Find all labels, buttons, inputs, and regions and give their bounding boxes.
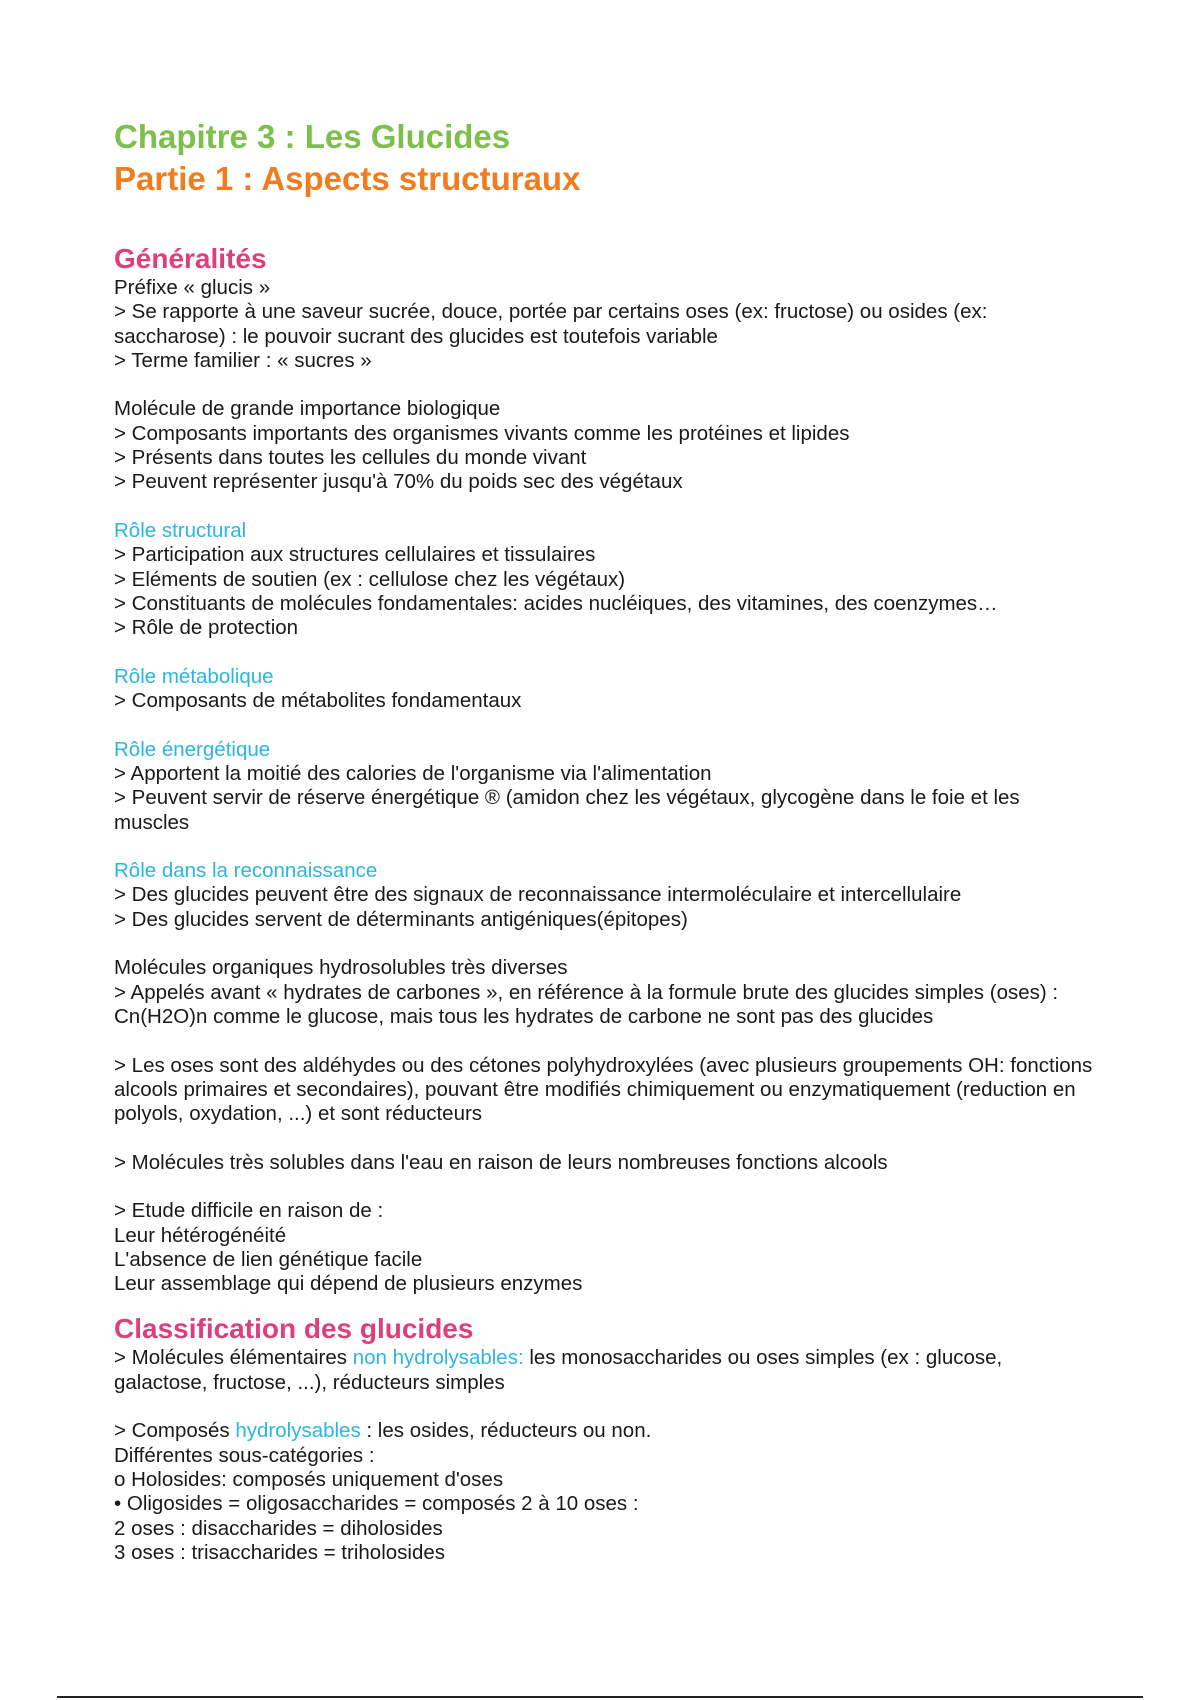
- text-span: > Composés: [114, 1419, 236, 1443]
- page-bottom-rule: [57, 1696, 1143, 1698]
- text-paragraph: > Les oses sont des aldéhydes ou des cétones polyhydroxylées (avec plusieurs groupements OH: fonctions alcools primaires et secondaires), pouvant être modifiés chimiquement ou enzymatiquement (reduction en polyols, oxydation, ...) et sont réducteurs: [114, 1053, 1093, 1126]
- document-content: [114, 116, 1094, 1565]
- text-line: > Composants importants des organismes vivants comme les protéines et lipides: [114, 421, 850, 445]
- text-line: Molécule de grande importance biologique: [114, 397, 501, 421]
- text-span: les monosaccharides ou oses simples (ex : glucose, galactose, fructose, ...), réducteurs simples: [114, 1346, 1003, 1394]
- text-line: Préfixe « glucis »: [114, 276, 271, 299]
- text-line: > Etude difficile en raison de :: [114, 1199, 384, 1223]
- classification-item-hydrolysable: [114, 1419, 1094, 1443]
- text-line: > Peuvent représenter jusqu'à 70% du poids sec des végétaux: [114, 470, 683, 494]
- section-heading-generalites: Généralités: [114, 243, 267, 274]
- text-span: : les osides, réducteurs ou non.: [360, 1419, 652, 1443]
- text-line: Différentes sous-catégories :: [114, 1443, 375, 1467]
- text-paragraph: > Molécules très solubles dans l'eau en raison de leurs nombreuses fonctions alcools: [114, 1150, 888, 1174]
- list-item: o Holosides: composés uniquement d'oses: [114, 1467, 504, 1491]
- text-line: > Terme familier : « sucres »: [114, 348, 372, 372]
- text-line: > Se rapporte à une saveur sucrée, douce, portée par certains oses (ex: fructose) ou osides (ex: saccharose) : le pouvoir sucrant des glucides est toutefois variable: [114, 300, 988, 348]
- text-line: L'absence de lien génétique facile: [114, 1247, 423, 1271]
- list-item: 3 oses : trisaccharides = triholosides: [114, 1540, 446, 1564]
- text-line: > Des glucides servent de déterminants antigéniques(épitopes): [114, 907, 688, 931]
- list-item: 2 oses : disaccharides = diholosides: [114, 1516, 443, 1540]
- text-line: > Appelés avant « hydrates de carbones », en référence à la formule brute des glucides simples (oses) : Cn(H2O)n comme le glucose, mais tous les hydrates de carbone ne sont pas des glucides: [114, 980, 1059, 1028]
- chapter-title: Chapitre 3 : Les Glucides: [114, 118, 511, 155]
- section-heading-classification: Classification des glucides: [114, 1313, 474, 1345]
- role-heading-reconnaissance: Rôle dans la reconnaissance: [114, 859, 378, 883]
- text-line: > Eléments de soutien (ex : cellulose chez les végétaux): [114, 567, 626, 591]
- text-line: > Des glucides peuvent être des signaux de reconnaissance intermoléculaire et intercellulaire: [114, 883, 962, 907]
- list-item: • Oligosides = oligosaccharides = composés 2 à 10 oses :: [114, 1492, 639, 1516]
- text-span: > Molécules élémentaires: [114, 1346, 353, 1370]
- role-heading-structural: Rôle structural: [114, 518, 247, 542]
- role-heading-energetique: Rôle énergétique: [114, 737, 271, 761]
- text-line: Molécules organiques hydrosolubles très diverses: [114, 956, 568, 980]
- part-title: Partie 1 : Aspects structuraux: [114, 160, 581, 197]
- highlight-term: non hydrolysables:: [352, 1346, 524, 1370]
- text-line: > Rôle de protection: [114, 616, 299, 640]
- text-line: > Composants de métabolites fondamentaux: [114, 689, 522, 713]
- role-heading-metabolique: Rôle métabolique: [114, 664, 274, 688]
- text-line: > Participation aux structures cellulaires et tissulaires: [114, 543, 596, 567]
- text-line: Leur hétérogénéité: [114, 1223, 287, 1247]
- classification-item-non-hydrolysable: [114, 1346, 1094, 1395]
- text-line: > Peuvent servir de réserve énergétique ® (amidon chez les végétaux, glycogène dans le foie et les muscles: [114, 786, 1020, 834]
- highlight-term: hydrolysables: [235, 1419, 361, 1443]
- text-line: > Présents dans toutes les cellules du monde vivant: [114, 446, 587, 470]
- text-line: > Constituants de molécules fondamentales: acides nucléiques, des vitamines, des coenzymes…: [114, 591, 998, 615]
- text-line: Leur assemblage qui dépend de plusieurs enzymes: [114, 1272, 583, 1296]
- text-line: > Apportent la moitié des calories de l'organisme via l'alimentation: [114, 761, 712, 785]
